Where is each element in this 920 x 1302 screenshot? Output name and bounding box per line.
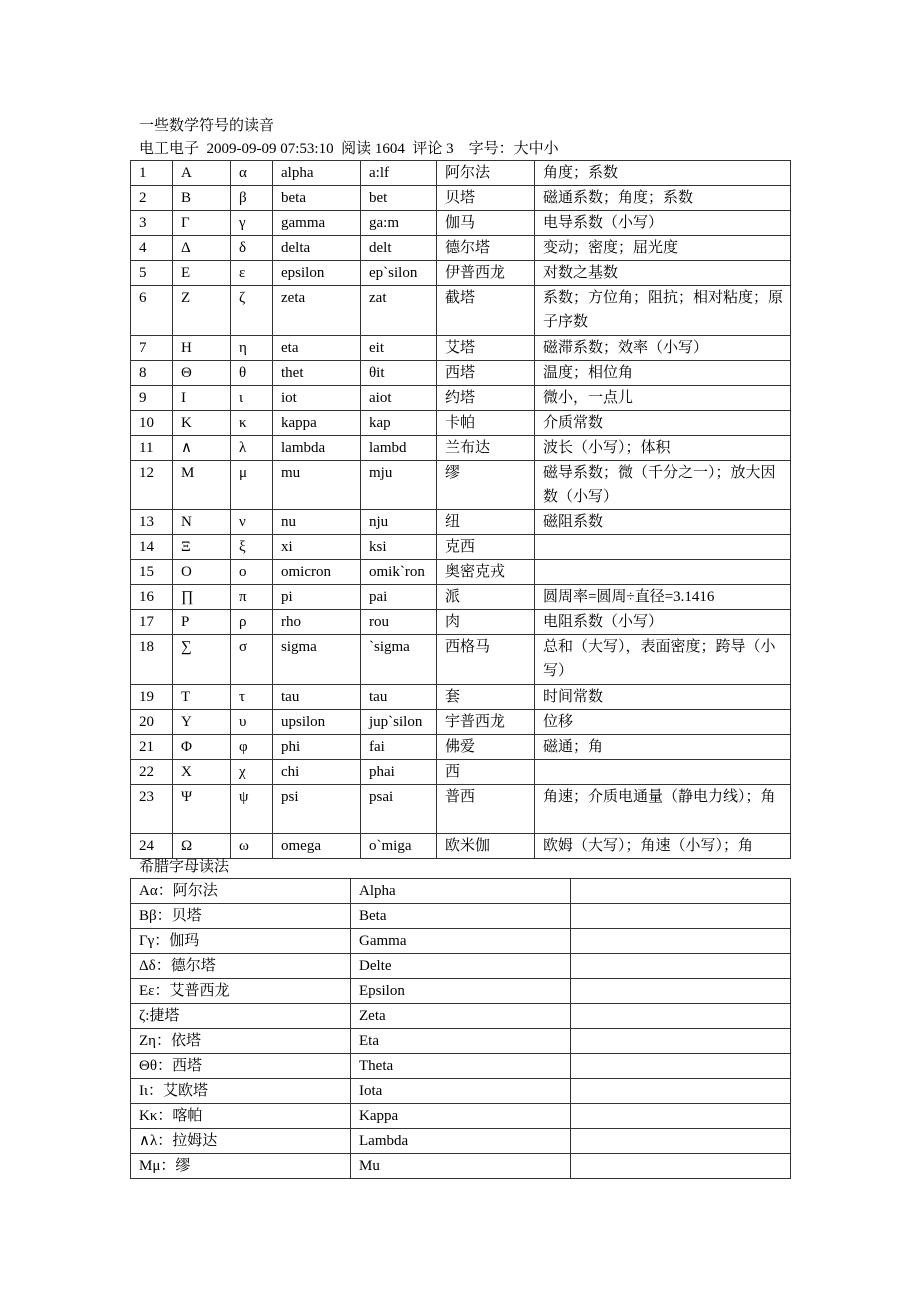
cell-meaning: 时间常数: [535, 684, 791, 709]
cell-index: 1: [131, 161, 173, 186]
table-row: [131, 286, 791, 336]
cell-blank: [571, 929, 791, 954]
cell-blank: [571, 1079, 791, 1104]
cell-pronunciation: `sigma: [361, 635, 437, 685]
table-row: [131, 709, 791, 734]
cell-chinese-reading: 纽: [437, 510, 535, 535]
table-row: [131, 1104, 791, 1129]
cell-meaning: 系数；方位角；阻抗；相对粘度；原子序数: [535, 286, 791, 336]
table-row: [131, 759, 791, 784]
cell-chinese-reading: 约塔: [437, 385, 535, 410]
cell-meaning: 电导系数（小写）: [535, 211, 791, 236]
cell-meaning: 电阻系数（小写）: [535, 610, 791, 635]
table-row: [131, 954, 791, 979]
cell-pronunciation: eit: [361, 335, 437, 360]
cell-name: eta: [273, 335, 361, 360]
cell-uppercase: O: [173, 560, 231, 585]
cell-uppercase: E: [173, 261, 231, 286]
table-row: [131, 186, 791, 211]
table-row: [131, 211, 791, 236]
table-row: [131, 1004, 791, 1029]
table-row: [131, 879, 791, 904]
cell-lowercase: β: [231, 186, 273, 211]
cell-index: 17: [131, 610, 173, 635]
cell-meaning: 角度；系数: [535, 161, 791, 186]
cell-english-name: Mu: [351, 1154, 571, 1179]
cell-pronunciation: ga:m: [361, 211, 437, 236]
table-row: [131, 784, 791, 834]
cell-chinese-reading: 肉: [437, 610, 535, 635]
cell-meaning: 磁阻系数: [535, 510, 791, 535]
cell-blank: [571, 904, 791, 929]
cell-english-name: Epsilon: [351, 979, 571, 1004]
cell-meaning: [535, 535, 791, 560]
table-row: [131, 435, 791, 460]
cell-index: 9: [131, 385, 173, 410]
cell-lowercase: ω: [231, 834, 273, 859]
cell-blank: [571, 979, 791, 1004]
cell-lowercase: π: [231, 585, 273, 610]
cell-meaning: 变动；密度；屈光度: [535, 236, 791, 261]
cell-lowercase: ο: [231, 560, 273, 585]
table-row: [131, 635, 791, 685]
cell-chinese-reading: 克西: [437, 535, 535, 560]
cell-uppercase: I: [173, 385, 231, 410]
cell-name: nu: [273, 510, 361, 535]
table-row: [131, 1154, 791, 1179]
cell-index: 23: [131, 784, 173, 834]
cell-lowercase: ψ: [231, 784, 273, 834]
cell-greek-letter: ζ:捷塔: [131, 1004, 351, 1029]
cell-chinese-reading: 阿尔法: [437, 161, 535, 186]
section-title: 希腊字母读法: [139, 859, 230, 875]
cell-greek-letter: Mμ：缪: [131, 1154, 351, 1179]
cell-english-name: Eta: [351, 1029, 571, 1054]
cell-uppercase: P: [173, 610, 231, 635]
cell-name: rho: [273, 610, 361, 635]
cell-blank: [571, 1104, 791, 1129]
cell-name: sigma: [273, 635, 361, 685]
cell-pronunciation: phai: [361, 759, 437, 784]
cell-greek-letter: Bβ：贝塔: [131, 904, 351, 929]
cell-index: 4: [131, 236, 173, 261]
cell-lowercase: ι: [231, 385, 273, 410]
cell-chinese-reading: 艾塔: [437, 335, 535, 360]
table-row: [131, 979, 791, 1004]
cell-uppercase: M: [173, 460, 231, 510]
cell-chinese-reading: 缪: [437, 460, 535, 510]
cell-index: 22: [131, 759, 173, 784]
cell-lowercase: κ: [231, 410, 273, 435]
cell-greek-letter: Zη：依塔: [131, 1029, 351, 1054]
cell-pronunciation: zat: [361, 286, 437, 336]
cell-pronunciation: fai: [361, 734, 437, 759]
cell-name: chi: [273, 759, 361, 784]
cell-name: alpha: [273, 161, 361, 186]
cell-pronunciation: delt: [361, 236, 437, 261]
page-title: 一些数学符号的读音: [139, 118, 275, 134]
cell-greek-letter: Aα：阿尔法: [131, 879, 351, 904]
cell-pronunciation: tau: [361, 684, 437, 709]
cell-meaning: 欧姆（大写）；角速（小写）；角: [535, 834, 791, 859]
cell-uppercase: ∑: [173, 635, 231, 685]
cell-meaning: 微小，一点儿: [535, 385, 791, 410]
cell-index: 5: [131, 261, 173, 286]
table-row: [131, 410, 791, 435]
cell-name: gamma: [273, 211, 361, 236]
cell-index: 6: [131, 286, 173, 336]
cell-uppercase: B: [173, 186, 231, 211]
cell-index: 15: [131, 560, 173, 585]
greek-reading-table: [130, 878, 791, 1179]
cell-english-name: Kappa: [351, 1104, 571, 1129]
cell-index: 21: [131, 734, 173, 759]
cell-lowercase: α: [231, 161, 273, 186]
cell-index: 18: [131, 635, 173, 685]
cell-english-name: Beta: [351, 904, 571, 929]
cell-meaning: 磁滞系数；效率（小写）: [535, 335, 791, 360]
cell-meaning: [535, 560, 791, 585]
cell-name: pi: [273, 585, 361, 610]
cell-uppercase: N: [173, 510, 231, 535]
table-row: [131, 161, 791, 186]
cell-index: 14: [131, 535, 173, 560]
cell-name: omega: [273, 834, 361, 859]
cell-name: upsilon: [273, 709, 361, 734]
cell-chinese-reading: 德尔塔: [437, 236, 535, 261]
cell-lowercase: υ: [231, 709, 273, 734]
cell-pronunciation: kap: [361, 410, 437, 435]
cell-index: 7: [131, 335, 173, 360]
cell-meaning: 对数之基数: [535, 261, 791, 286]
cell-index: 19: [131, 684, 173, 709]
cell-chinese-reading: 派: [437, 585, 535, 610]
cell-chinese-reading: 卡帕: [437, 410, 535, 435]
cell-blank: [571, 1004, 791, 1029]
cell-index: 13: [131, 510, 173, 535]
cell-greek-letter: Iι：艾欧塔: [131, 1079, 351, 1104]
cell-meaning: 位移: [535, 709, 791, 734]
cell-name: mu: [273, 460, 361, 510]
cell-lowercase: χ: [231, 759, 273, 784]
cell-index: 3: [131, 211, 173, 236]
cell-pronunciation: rou: [361, 610, 437, 635]
cell-name: xi: [273, 535, 361, 560]
table-row: [131, 1029, 791, 1054]
cell-blank: [571, 954, 791, 979]
table-row: [131, 335, 791, 360]
cell-uppercase: ∧: [173, 435, 231, 460]
cell-english-name: Gamma: [351, 929, 571, 954]
cell-lowercase: ρ: [231, 610, 273, 635]
cell-greek-letter: Eε：艾普西龙: [131, 979, 351, 1004]
cell-pronunciation: mju: [361, 460, 437, 510]
cell-chinese-reading: 西塔: [437, 360, 535, 385]
cell-lowercase: δ: [231, 236, 273, 261]
cell-name: phi: [273, 734, 361, 759]
table-row: [131, 834, 791, 859]
cell-chinese-reading: 贝塔: [437, 186, 535, 211]
table-row: [131, 734, 791, 759]
cell-pronunciation: a:lf: [361, 161, 437, 186]
cell-pronunciation: nju: [361, 510, 437, 535]
cell-lowercase: ξ: [231, 535, 273, 560]
cell-uppercase: ∏: [173, 585, 231, 610]
cell-chinese-reading: 伽马: [437, 211, 535, 236]
cell-blank: [571, 1129, 791, 1154]
cell-pronunciation: psai: [361, 784, 437, 834]
table-row: [131, 1079, 791, 1104]
cell-index: 16: [131, 585, 173, 610]
cell-greek-letter: Θθ：西塔: [131, 1054, 351, 1079]
cell-lowercase: θ: [231, 360, 273, 385]
greek-symbols-table: [130, 160, 791, 859]
cell-meaning: 角速；介质电通量（静电力线）；角: [535, 784, 791, 834]
cell-name: beta: [273, 186, 361, 211]
cell-uppercase: Γ: [173, 211, 231, 236]
cell-english-name: Delte: [351, 954, 571, 979]
table-row: [131, 510, 791, 535]
cell-pronunciation: lambd: [361, 435, 437, 460]
cell-chinese-reading: 兰布达: [437, 435, 535, 460]
cell-greek-letter: Γγ：伽玛: [131, 929, 351, 954]
cell-lowercase: ε: [231, 261, 273, 286]
table-row: [131, 236, 791, 261]
cell-uppercase: Ψ: [173, 784, 231, 834]
cell-english-name: Lambda: [351, 1129, 571, 1154]
cell-index: 11: [131, 435, 173, 460]
cell-uppercase: T: [173, 684, 231, 709]
cell-blank: [571, 1054, 791, 1079]
table-row: [131, 535, 791, 560]
cell-lowercase: ν: [231, 510, 273, 535]
cell-index: 10: [131, 410, 173, 435]
cell-chinese-reading: 伊普西龙: [437, 261, 535, 286]
cell-lowercase: η: [231, 335, 273, 360]
cell-uppercase: H: [173, 335, 231, 360]
cell-pronunciation: omik`ron: [361, 560, 437, 585]
cell-lowercase: μ: [231, 460, 273, 510]
cell-name: tau: [273, 684, 361, 709]
cell-index: 12: [131, 460, 173, 510]
cell-meaning: 圆周率=圆周÷直径=3.1416: [535, 585, 791, 610]
cell-index: 20: [131, 709, 173, 734]
table-row: [131, 904, 791, 929]
cell-meaning: 温度；相位角: [535, 360, 791, 385]
table-row: [131, 1054, 791, 1079]
cell-index: 2: [131, 186, 173, 211]
table-row: [131, 684, 791, 709]
cell-meaning: 波长（小写）；体积: [535, 435, 791, 460]
cell-lowercase: τ: [231, 684, 273, 709]
cell-pronunciation: bet: [361, 186, 437, 211]
cell-pronunciation: aiot: [361, 385, 437, 410]
cell-lowercase: φ: [231, 734, 273, 759]
cell-pronunciation: pai: [361, 585, 437, 610]
cell-uppercase: Z: [173, 286, 231, 336]
table-row: [131, 560, 791, 585]
cell-index: 24: [131, 834, 173, 859]
cell-meaning: 磁通系数；角度；系数: [535, 186, 791, 211]
table-row: [131, 385, 791, 410]
table-row: [131, 261, 791, 286]
cell-meaning: 介质常数: [535, 410, 791, 435]
cell-lowercase: λ: [231, 435, 273, 460]
cell-meaning: 磁导系数；微（千分之一）；放大因数（小写）: [535, 460, 791, 510]
cell-uppercase: Ξ: [173, 535, 231, 560]
cell-uppercase: A: [173, 161, 231, 186]
cell-lowercase: γ: [231, 211, 273, 236]
cell-pronunciation: jup`silon: [361, 709, 437, 734]
cell-uppercase: Y: [173, 709, 231, 734]
cell-uppercase: Δ: [173, 236, 231, 261]
cell-name: kappa: [273, 410, 361, 435]
cell-chinese-reading: 奥密克戎: [437, 560, 535, 585]
cell-lowercase: ζ: [231, 286, 273, 336]
cell-pronunciation: ksi: [361, 535, 437, 560]
cell-pronunciation: o`miga: [361, 834, 437, 859]
cell-english-name: Iota: [351, 1079, 571, 1104]
post-meta: 电工电子 2009-09-09 07:53:10 阅读 1604 评论 3 字号：大中小: [139, 141, 559, 157]
cell-name: iot: [273, 385, 361, 410]
cell-pronunciation: θit: [361, 360, 437, 385]
cell-name: zeta: [273, 286, 361, 336]
cell-name: thet: [273, 360, 361, 385]
cell-name: lambda: [273, 435, 361, 460]
cell-chinese-reading: 截塔: [437, 286, 535, 336]
cell-name: delta: [273, 236, 361, 261]
cell-uppercase: Φ: [173, 734, 231, 759]
cell-blank: [571, 879, 791, 904]
cell-pronunciation: ep`silon: [361, 261, 437, 286]
cell-name: psi: [273, 784, 361, 834]
cell-chinese-reading: 西格马: [437, 635, 535, 685]
cell-greek-letter: Δδ：德尔塔: [131, 954, 351, 979]
cell-name: omicron: [273, 560, 361, 585]
cell-uppercase: Ω: [173, 834, 231, 859]
table-row: [131, 460, 791, 510]
cell-meaning: 磁通；角: [535, 734, 791, 759]
cell-meaning: 总和（大写），表面密度；跨导（小写）: [535, 635, 791, 685]
cell-chinese-reading: 套: [437, 684, 535, 709]
cell-chinese-reading: 宇普西龙: [437, 709, 535, 734]
cell-chinese-reading: 佛爱: [437, 734, 535, 759]
cell-index: 8: [131, 360, 173, 385]
cell-english-name: Theta: [351, 1054, 571, 1079]
cell-blank: [571, 1154, 791, 1179]
cell-chinese-reading: 普西: [437, 784, 535, 834]
cell-chinese-reading: 西: [437, 759, 535, 784]
cell-english-name: Alpha: [351, 879, 571, 904]
cell-greek-letter: Kκ：喀帕: [131, 1104, 351, 1129]
cell-uppercase: K: [173, 410, 231, 435]
table-row: [131, 585, 791, 610]
table-row: [131, 929, 791, 954]
table-row: [131, 610, 791, 635]
cell-name: epsilon: [273, 261, 361, 286]
cell-uppercase: X: [173, 759, 231, 784]
cell-english-name: Zeta: [351, 1004, 571, 1029]
cell-greek-letter: ∧λ：拉姆达: [131, 1129, 351, 1154]
cell-meaning: [535, 759, 791, 784]
cell-lowercase: σ: [231, 635, 273, 685]
cell-blank: [571, 1029, 791, 1054]
table-row: [131, 1129, 791, 1154]
cell-chinese-reading: 欧米伽: [437, 834, 535, 859]
cell-uppercase: Θ: [173, 360, 231, 385]
table-row: [131, 360, 791, 385]
